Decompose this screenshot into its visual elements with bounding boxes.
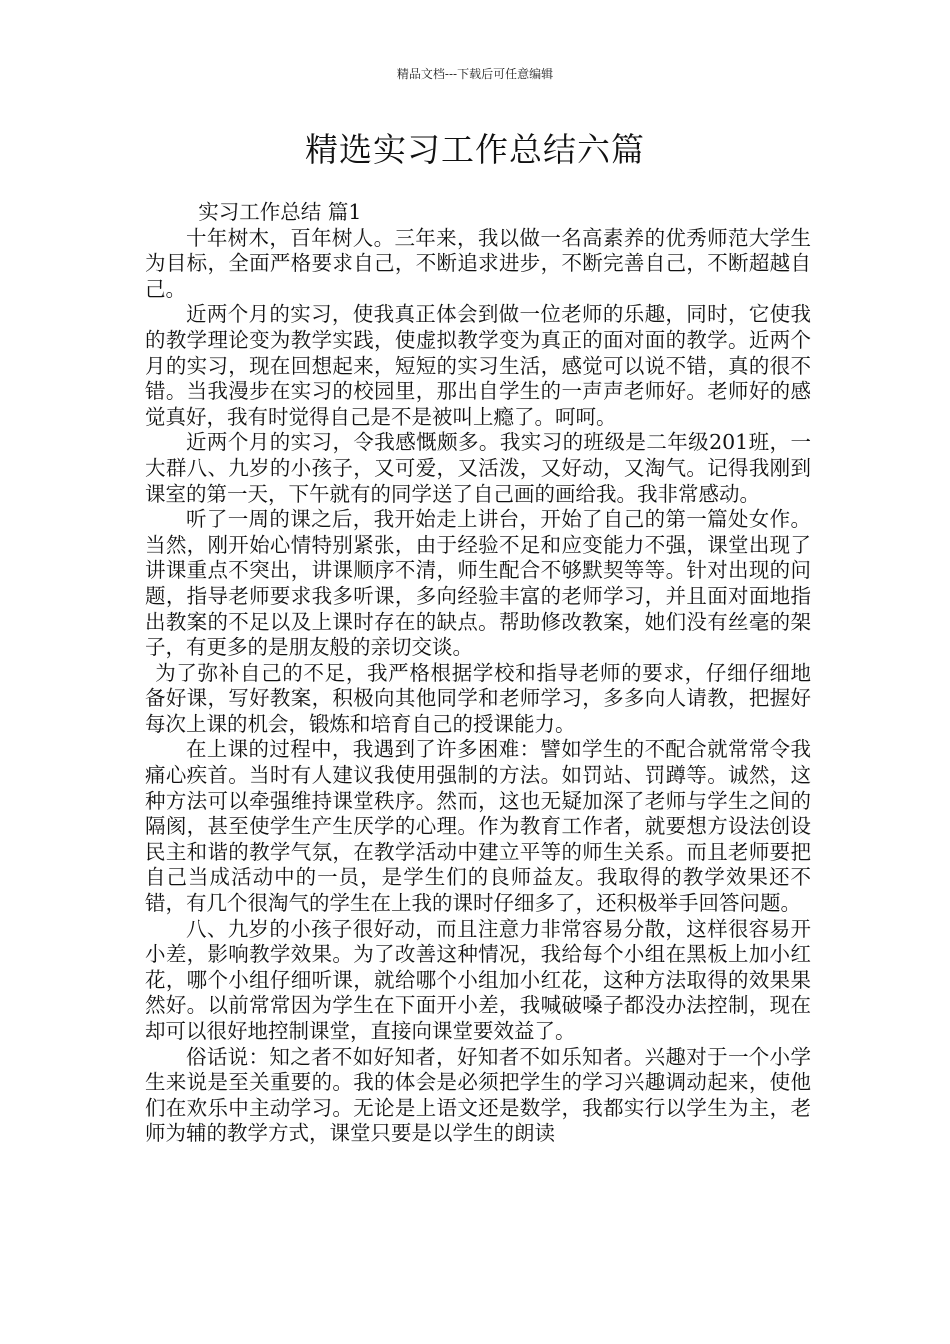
paragraph-2: 近两个月的实习，使我真正体会到做一位老师的乐趣，同时，它使我的教学理论变为教学实践，使虚拟教学变为真正的面对面的教学。近两个月的实习，现在回想起来，短短的实习生活，感觉可以说不错，真的很不错。当我漫步在实习的校园里，那出自学生的一声声老师好。老师好的感觉真好，我有时觉得自己是不是被叫上瘾了。呵呵。	[145, 302, 811, 429]
paragraph-3: 近两个月的实习，令我感慨颇多。我实习的班级是二年级201班，一大群八、九岁的小孩子，又可爱，又活泼，又好动，又淘气。记得我刚到课室的第一天，下午就有的同学送了自己画的画给我。我非常感动。	[145, 430, 811, 506]
paragraph-7: 八、九岁的小孩子很好动，而且注意力非常容易分散，这样很容易开小差，影响教学效果。为了改善这种情况，我给每个小组在黑板上加小红花，哪个小组仔细听课，就给哪个小组加小红花，这种方法取得的效果果然好。以前常常因为学生在下面开小差，我喊破嗓子都没办法控制，现在却可以很好地控制课堂，直接向课堂要效益了。	[145, 916, 811, 1043]
paragraph-1: 十年树木，百年树人。三年来，我以做一名高素养的优秀师范大学生为目标，全面严格要求自己，不断追求进步，不断完善自己，不断超越自己。	[145, 225, 811, 301]
header-note: 精品文档---下载后可任意编辑	[396, 67, 554, 81]
paragraph-8: 俗话说：知之者不如好知者，好知者不如乐知者。兴趣对于一个小学生来说是至关重要的。我的体会是必须把学生的学习兴趣调动起来，使他们在欢乐中主动学习。无论是上语文还是数学，我都实行以学生为主，老师为辅的教学方式，课堂只要是以学生的朗读	[145, 1044, 811, 1146]
paragraph-5: 为了弥补自己的不足，我严格根据学校和指导老师的要求，仔细仔细地备好课，写好教案，积极向其他同学和老师学习，多多向人请教，把握好每次上课的机会，锻炼和培育自己的授课能力。	[145, 660, 811, 736]
section-heading: 实习工作总结 篇1	[198, 200, 362, 224]
paragraph-6: 在上课的过程中，我遇到了许多困难：譬如学生的不配合就常常令我痛心疾首。当时有人建议我使用强制的方法。如罚站、罚蹲等。诚然，这种方法可以牵强维持课堂秩序。然而，这也无疑加深了老师与学生之间的隔阂，甚至使学生产生厌学的心理。作为教育工作者，就要想方设法创设民主和谐的教学气氛，在教学活动中建立平等的师生关系。而且老师要把自己当成活动中的一员，是学生们的良师益友。我取得的教学效果还不错，有几个很淘气的学生在上我的课时仔细多了，还积极举手回答问题。	[145, 737, 811, 916]
document-body	[145, 200, 811, 1147]
document-title: 精选实习工作总结六篇	[305, 130, 645, 169]
paragraph-4: 听了一周的课之后，我开始走上讲台，开始了自己的第一篇处女作。当然，刚开始心情特别紧张，由于经验不足和应变能力不强，课堂出现了讲课重点不突出，讲课顺序不清，师生配合不够默契等等。针对出现的问题，指导老师要求我多听课，多向经验丰富的老师学习，并且面对面地指出教案的不足以及上课时存在的缺点。帮助修改教案，她们没有丝毫的架子，有更多的是朋友般的亲切交谈。	[145, 507, 811, 660]
